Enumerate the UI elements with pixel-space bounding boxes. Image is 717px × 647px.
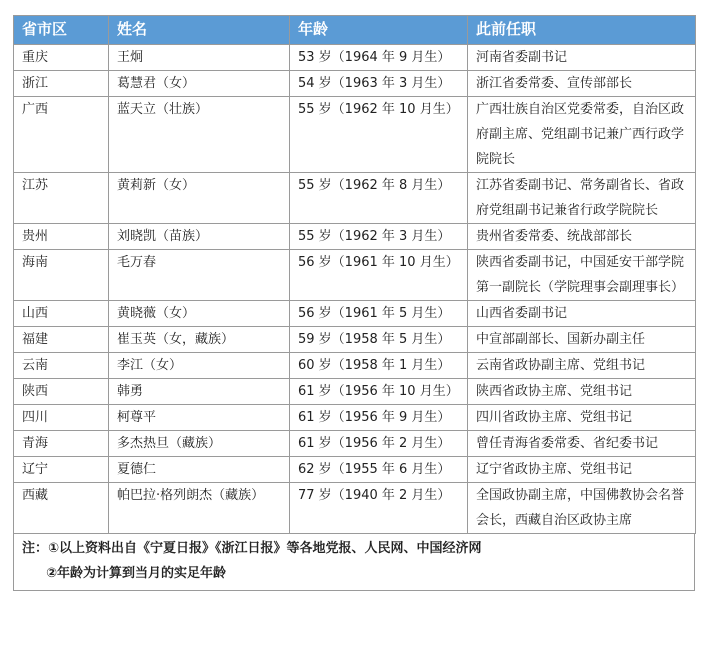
cell-age: 61 岁（1956 年 9 月生）: [290, 405, 468, 431]
cell-position: 辽宁省政协主席、党组书记: [468, 457, 696, 483]
table-row: [14, 483, 696, 534]
header-name: 姓名: [109, 16, 290, 45]
cell-province: 山西: [14, 301, 109, 327]
cell-name: 李江（女）: [109, 353, 290, 379]
cell-position: 曾任青海省委常委、省纪委书记: [468, 431, 696, 457]
table-row: [14, 457, 696, 483]
cell-age: 56 岁（1961 年 10 月生）: [290, 250, 468, 301]
cell-name: 帕巴拉·格列朗杰（藏族）: [109, 483, 290, 534]
cell-province: 四川: [14, 405, 109, 431]
cell-name: 夏德仁: [109, 457, 290, 483]
cell-name: 王炯: [109, 45, 290, 71]
cell-position: 江苏省委副书记、常务副省长、省政府党组副书记兼省行政学院院长: [468, 173, 696, 224]
officials-table: [13, 15, 696, 534]
cell-position: 浙江省委常委、宣传部部长: [468, 71, 696, 97]
cell-province: 辽宁: [14, 457, 109, 483]
table-row: [14, 71, 696, 97]
cell-position: 山西省委副书记: [468, 301, 696, 327]
table-row: [14, 45, 696, 71]
cell-province: 陕西: [14, 379, 109, 405]
cell-age: 61 岁（1956 年 2 月生）: [290, 431, 468, 457]
table-row: [14, 379, 696, 405]
table-row: [14, 301, 696, 327]
cell-name: 蓝天立（壮族）: [109, 97, 290, 173]
table-row: [14, 97, 696, 173]
cell-province: 云南: [14, 353, 109, 379]
cell-province: 重庆: [14, 45, 109, 71]
cell-age: 62 岁（1955 年 6 月生）: [290, 457, 468, 483]
cell-age: 54 岁（1963 年 3 月生）: [290, 71, 468, 97]
cell-position: 中宣部副部长、国新办副主任: [468, 327, 696, 353]
cell-name: 黄莉新（女）: [109, 173, 290, 224]
table-row: [14, 405, 696, 431]
cell-position: 全国政协副主席，中国佛教协会名誉会长，西藏自治区政协主席: [468, 483, 696, 534]
cell-province: 贵州: [14, 224, 109, 250]
cell-age: 55 岁（1962 年 8 月生）: [290, 173, 468, 224]
header-position: 此前任职: [468, 16, 696, 45]
cell-name: 黄晓薇（女）: [109, 301, 290, 327]
cell-age: 59 岁（1958 年 5 月生）: [290, 327, 468, 353]
table-row: [14, 353, 696, 379]
cell-province: 海南: [14, 250, 109, 301]
cell-age: 77 岁（1940 年 2 月生）: [290, 483, 468, 534]
header-province: 省市区: [14, 16, 109, 45]
cell-name: 刘晓凯（苗族）: [109, 224, 290, 250]
table-header-row: [14, 16, 696, 45]
cell-province: 西藏: [14, 483, 109, 534]
cell-position: 四川省政协主席、党组书记: [468, 405, 696, 431]
cell-position: 河南省委副书记: [468, 45, 696, 71]
cell-name: 多杰热旦（藏族）: [109, 431, 290, 457]
cell-province: 广西: [14, 97, 109, 173]
footnote-source: 注：①以上资料出自《宁夏日报》《浙江日报》等各地党报、人民网、中国经济网: [22, 541, 482, 556]
table-row: [14, 431, 696, 457]
cell-age: 55 岁（1962 年 10 月生）: [290, 97, 468, 173]
cell-age: 60 岁（1958 年 1 月生）: [290, 353, 468, 379]
cell-position: 陕西省委副书记，中国延安干部学院第一副院长（学院理事会副理事长）: [468, 250, 696, 301]
header-age: 年龄: [290, 16, 468, 45]
cell-name: 韩勇: [109, 379, 290, 405]
cell-province: 青海: [14, 431, 109, 457]
cell-age: 56 岁（1961 年 5 月生）: [290, 301, 468, 327]
cell-name: 葛慧君（女）: [109, 71, 290, 97]
cell-province: 江苏: [14, 173, 109, 224]
cell-name: 毛万春: [109, 250, 290, 301]
cell-age: 55 岁（1962 年 3 月生）: [290, 224, 468, 250]
table-row: [14, 327, 696, 353]
cell-name: 崔玉英（女，藏族）: [109, 327, 290, 353]
cell-position: 贵州省委常委、统战部部长: [468, 224, 696, 250]
cell-province: 福建: [14, 327, 109, 353]
document-area: [13, 15, 695, 591]
cell-province: 浙江: [14, 71, 109, 97]
cell-age: 61 岁（1956 年 10 月生）: [290, 379, 468, 405]
cell-position: 广西壮族自治区党委常委，自治区政府副主席、党组副书记兼广西行政学院院长: [468, 97, 696, 173]
table-row: [14, 250, 696, 301]
table-row: [14, 173, 696, 224]
table-footnote: [13, 534, 695, 591]
table-row: [14, 224, 696, 250]
footnote-age-definition: ②年龄为计算到当月的实足年龄: [46, 566, 227, 581]
cell-age: 53 岁（1964 年 9 月生）: [290, 45, 468, 71]
cell-name: 柯尊平: [109, 405, 290, 431]
cell-position: 云南省政协副主席、党组书记: [468, 353, 696, 379]
cell-position: 陕西省政协主席、党组书记: [468, 379, 696, 405]
